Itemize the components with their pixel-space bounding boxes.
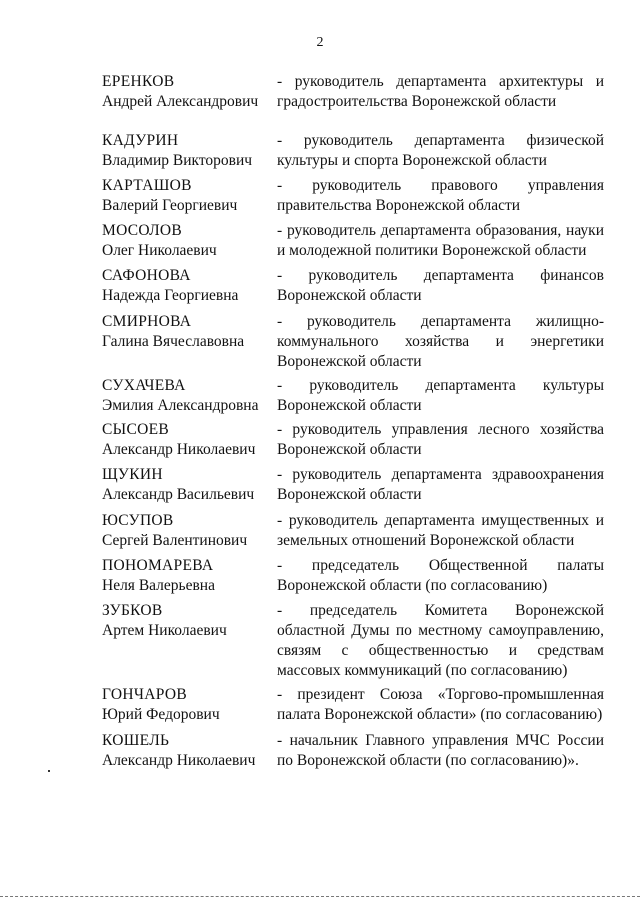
member-given-name: Галина Вячеславовна bbox=[102, 333, 245, 350]
member-role: - руководитель департамента здравоохранения Воронежской области bbox=[277, 466, 604, 503]
member-name bbox=[102, 731, 272, 771]
member-surname: ЕРЕНКОВ bbox=[102, 73, 175, 90]
member-surname: ЗУБКОВ bbox=[102, 602, 163, 619]
member-role: - президент Союза «Торгово-промышленная палата Воронежской области» (по согласованию) bbox=[277, 686, 604, 723]
scan-bottom-edge bbox=[0, 896, 640, 897]
member-given-name: Владимир Викторович bbox=[102, 152, 253, 169]
member-role: - руководитель департамента архитектуры и градостроительства Воронежской области bbox=[277, 73, 604, 110]
member-name bbox=[102, 511, 272, 551]
page-number: 2 bbox=[316, 35, 324, 50]
member-given-name: Андрей Александрович bbox=[102, 93, 259, 110]
member-name bbox=[102, 131, 272, 171]
member-surname: КАДУРИН bbox=[102, 132, 179, 149]
member-surname: КАРТАШОВ bbox=[102, 177, 192, 194]
member-given-name: Александр Николаевич bbox=[102, 752, 256, 769]
member-role: - руководитель департамента имущественных и земельных отношений Воронежской области bbox=[277, 512, 604, 549]
member-given-name: Александр Васильевич bbox=[102, 486, 255, 503]
member-name bbox=[102, 420, 272, 460]
member-name bbox=[102, 465, 272, 505]
member-given-name: Александр Николаевич bbox=[102, 441, 256, 458]
member-role: - председатель Общественной палаты Воронежской области (по согласованию) bbox=[277, 557, 604, 594]
member-surname: МОСОЛОВ bbox=[102, 222, 183, 239]
member-name bbox=[102, 312, 272, 352]
member-name bbox=[102, 601, 272, 641]
member-given-name: Эмилия Александровна bbox=[102, 397, 259, 414]
member-given-name: Олег Николаевич bbox=[102, 242, 217, 259]
member-surname: СМИРНОВА bbox=[102, 313, 192, 330]
member-given-name: Юрий Федорович bbox=[102, 706, 220, 723]
member-given-name: Артем Николаевич bbox=[102, 622, 227, 639]
member-surname: СЫСОЕВ bbox=[102, 421, 169, 438]
member-role: - председатель Комитета Воронежской областной Думы по местному самоуправлению, связям с общественностью и средствам массовых коммуникаций (по согласованию) bbox=[277, 602, 604, 679]
member-name bbox=[102, 376, 272, 416]
member-given-name: Надежда Георгиевна bbox=[102, 287, 239, 304]
member-role: - руководитель управления лесного хозяйства Воронежской области bbox=[277, 421, 604, 458]
member-role: - руководитель департамента образования, науки и молодежной политики Воронежской области bbox=[277, 222, 604, 259]
member-name bbox=[102, 221, 272, 261]
member-given-name: Сергей Валентинович bbox=[102, 532, 248, 549]
member-surname: ПОНОМАРЕВА bbox=[102, 557, 214, 574]
member-name bbox=[102, 176, 272, 216]
member-surname: САФОНОВА bbox=[102, 267, 191, 284]
member-name bbox=[102, 266, 272, 306]
scan-speck bbox=[48, 770, 50, 772]
member-surname: КОШЕЛЬ bbox=[102, 732, 170, 749]
member-given-name: Валерий Георгиевич bbox=[102, 197, 238, 214]
member-surname: ЮСУПОВ bbox=[102, 512, 174, 529]
member-name bbox=[102, 556, 272, 596]
member-given-name: Неля Валерьевна bbox=[102, 577, 215, 594]
member-surname: ЩУКИН bbox=[102, 466, 163, 483]
member-name bbox=[102, 72, 272, 112]
member-role: - руководитель департамента физической культуры и спорта Воронежской области bbox=[277, 132, 604, 169]
member-role: - руководитель департамента жилищно-коммунального хозяйства и энергетики Воронежской области bbox=[277, 313, 604, 370]
member-surname: СУХАЧЕВА bbox=[102, 377, 186, 394]
member-name bbox=[102, 685, 272, 725]
member-role: - руководитель департамента финансов Воронежской области bbox=[277, 267, 604, 304]
member-role: - руководитель департамента культуры Воронежской области bbox=[277, 377, 604, 414]
member-role: - руководитель правового управления правительства Воронежской области bbox=[277, 177, 604, 214]
member-surname: ГОНЧАРОВ bbox=[102, 686, 187, 703]
member-role: - начальник Главного управления МЧС России по Воронежской области (по согласованию)». bbox=[277, 732, 604, 769]
